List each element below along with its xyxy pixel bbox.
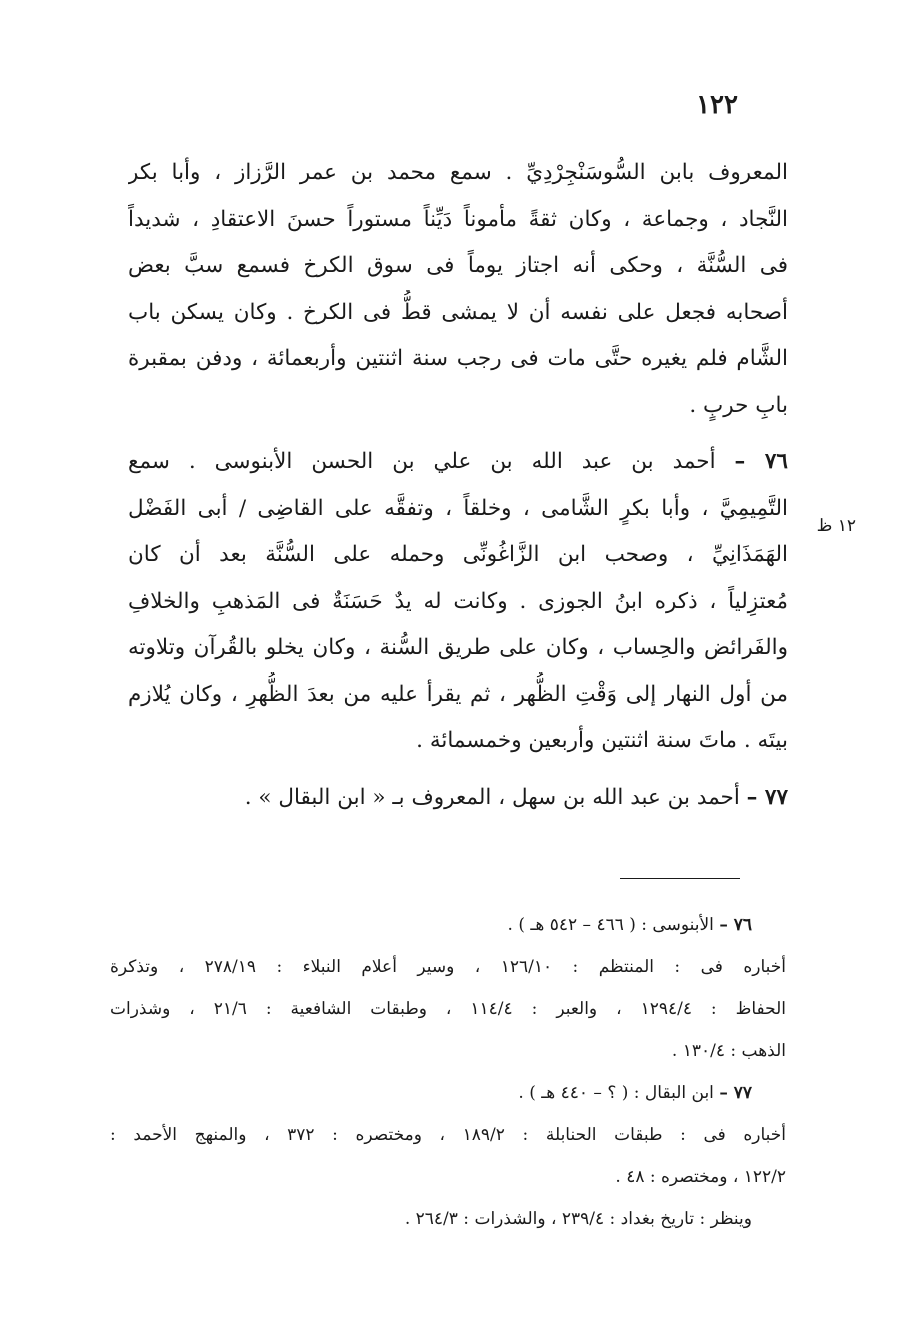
footnote-line: أخباره فى : المنتظم : ١٢٦/١٠ ، وسير أعلام النبلاء : ٢٧٨/١٩ ، وتذكرة xyxy=(110,957,786,977)
text-line: الهَمَذَانِيِّ ، وصحب ابن الزَّاغُونِّى وحمله على السُّنَّة بعد أن كان xyxy=(128,542,788,567)
entry-76 xyxy=(128,439,788,765)
text-line: من أول النهار إلى وَقْتِ الظُّهر ، ثم يقرأ عليه من بعدَ الظُّهرِ ، وكان يُلازم xyxy=(128,681,788,707)
text-line: بابِ حربٍ . xyxy=(689,392,788,418)
footnote-76 xyxy=(110,904,786,1072)
text-line: مُعتزِلياً ، ذكره ابنُ الجوزى . وكانت له يدٌ حَسَنَةٌ فى المَذهبِ والخلافِ xyxy=(128,588,788,614)
footnote-line: الحفاظ : ١٢٩٤/٤ ، والعبر : ١١٤/٤ ، وطبقات الشافعية : ٢١/٦ ، وشذرات xyxy=(110,999,786,1019)
footnote-line: ١٢٢/٢ ، ومختصره : ٤٨ . xyxy=(615,1167,786,1187)
text-line: الشَّام فلم يغيره حتَّى مات فى رجب سنة اثنتين وأربعمائة ، ودفن بمقبرة xyxy=(128,346,788,371)
entry-number: ٧٧ – xyxy=(746,784,788,810)
footnote-divider xyxy=(620,878,740,879)
paragraph-continuation xyxy=(128,150,788,429)
text-line: أصحابه فجعل على نفسه أن لا يمشى قطُّ فى الكرخ . وكان يسكن باب xyxy=(128,299,788,325)
entry-77 xyxy=(128,775,788,822)
text-line: بيتَه . ماتَ سنة اثنتين وأربعين وخمسمائة . xyxy=(416,728,788,753)
footnote-number: ٧٧ – xyxy=(719,1083,752,1103)
text-line: المعروف بابن السُّوسَنْجِرْدِيِّ . سمع محمد بن عمر الرَّزاز ، وأبا بكر xyxy=(128,160,788,185)
footnote-number: ٧٦ – xyxy=(719,915,752,935)
text-line: فى السُّنَّة ، وحكى أنه اجتاز يوماً فى سوق الكرخ فسمع سبَّ بعض xyxy=(128,253,788,278)
entry-heading: أحمد بن عبد الله بن علي بن الحسن الأبنوسى . سمع xyxy=(128,449,716,474)
page-number: ١٢٢ xyxy=(696,90,738,120)
main-text xyxy=(128,150,788,821)
footnote-line: الذهب : ١٣٠/٤ . xyxy=(671,1041,786,1061)
footnote-heading xyxy=(110,904,786,946)
footnote-see-also: وينظر : تاريخ بغداد : ٢٣٩/٤ ، والشذرات : ٢٦٤/٣ . xyxy=(404,1209,752,1229)
footnote-title: الأبنوسى : ( ٤٦٦ – ٥٤٢ هـ ) . xyxy=(507,915,714,935)
entry-number: ٧٦ – xyxy=(734,449,788,474)
entry-first-line xyxy=(128,439,788,486)
footnote-heading xyxy=(110,1072,786,1114)
text-line: التَّمِيمِيَّ ، وأبا بكرٍ الشَّامى ، وخلقاً ، وتفقَّه على القاضِى / أبى الفَضْل xyxy=(128,495,788,521)
entry-first-line xyxy=(128,775,788,822)
entry-heading: أحمد بن عبد الله بن سهل ، المعروف بـ « ابن البقال » . xyxy=(244,784,740,810)
footnote-77 xyxy=(110,1072,786,1240)
footnote-line: أخباره فى : طبقات الحنابلة : ١٨٩/٢ ، ومختصره : ٣٧٢ ، والمنهج الأحمد : xyxy=(110,1125,786,1145)
margin-folio-note: ١٢ ظ xyxy=(816,516,856,536)
footnote-title: ابن البقال : ( ؟ – ٤٤٠ هـ ) . xyxy=(518,1083,714,1103)
text-line: النَّجاد ، وجماعة ، وكان ثقةً مأموناً دَيِّناً مستوراً حسنَ الاعتقادِ ، شديداً xyxy=(128,206,788,232)
footnotes xyxy=(110,904,786,1240)
text-line: والفَرائض والحِساب ، وكان على طريق السُّنة ، وكان يخلو بالقُرآن وتلاوته xyxy=(128,635,788,660)
